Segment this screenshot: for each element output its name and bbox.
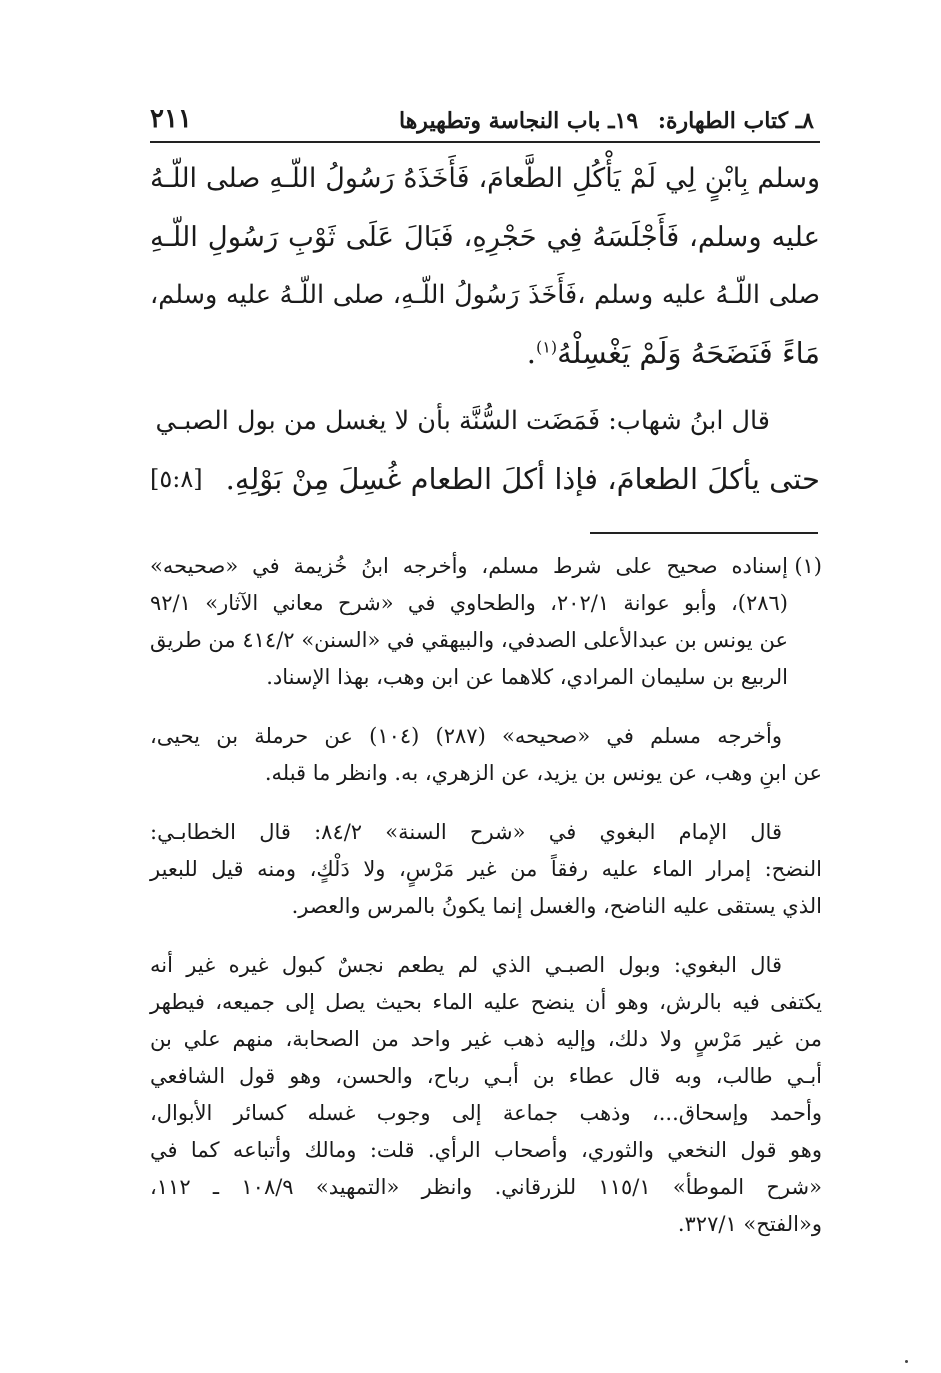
footnote-paragraph bbox=[150, 548, 822, 696]
chapter-title: ٨ـ كتاب الطهارة: ١٩ـ باب النجاسة وتطهيرها bbox=[399, 108, 814, 134]
footnote-line: الربيع بن سليمان المرادي، كلاهما عن ابن وهب، بهذا الإسناد. bbox=[266, 665, 788, 689]
footnote-number: (١) bbox=[794, 554, 822, 578]
footnote-line: يكتفى فيه بالرش، وهو أن ينضح عليه الماء بحيث يصل إلى جميعه، فيطهر bbox=[150, 990, 822, 1014]
footnote-line: عن ابنِ وهب، عن يونس بن يزيد، عن الزهري، به. وانظر ما قبله. bbox=[264, 761, 822, 785]
footnote-line: وهو قول النخعي والثوري، وأصحاب الرأي. قلت: ومالك وأتباعه كما في bbox=[150, 1138, 822, 1162]
running-head bbox=[150, 90, 814, 134]
scan-speck bbox=[905, 1360, 908, 1363]
footnote-line: قال البغوي: وبول الصبـي الذي لم يطعم نجسٌ كبول غيره غير أنه bbox=[150, 953, 782, 977]
hadith-line: مَاءً فَنَضَحَهُ وَلَمْ يَغْسِلْهُ$^{(١)}$. bbox=[526, 336, 820, 370]
footnote-line: وأحمد وإسحاق...، وذهب جماعة إلى وجوب غسله كسائر الأبوال، bbox=[150, 1101, 822, 1125]
commentary-line: حتى يأكلَ الطعامَ، فإذا أكلَ الطعام غُسِلَ مِنْ بَوْلِهِ. [٥:٨] bbox=[150, 450, 820, 508]
page-number: ٢١١ bbox=[150, 104, 192, 134]
commentary-line: قال ابنُ شهاب: فَمَضَت السُّنَّة بأن لا يغسل من بول الصبـي bbox=[155, 406, 770, 436]
footnote-rule bbox=[590, 532, 818, 534]
hadith-line: وسلم بِابْنٍ لِي لَمْ يَأْكُلِ الطَّعامَ، فَأَخَذَهُ رَسُولُ اللّـهِ صلى اللّـهُ bbox=[150, 163, 820, 194]
footnote-line: (٢٨٦)، وأبو عوانة ٢٠٢/١، والطحاوي في «شرح معاني الآثار» ٩٢/١ bbox=[150, 591, 788, 615]
section-title: ١٩ـ باب النجاسة وتطهيرها bbox=[399, 108, 639, 134]
header-rule bbox=[150, 141, 820, 143]
footnote-paragraph bbox=[150, 947, 822, 1243]
footnote-paragraph bbox=[150, 718, 822, 792]
footnote-line: «شرح الموطأ» ١١٥/١ للزرقاني. وانظر «التمهيد» ١٠٨/٩ ـ ١١٢، bbox=[150, 1175, 822, 1199]
hadith-text bbox=[150, 150, 820, 382]
footnote-line: الذي يستقى عليه الناضح، والغسل إنما يكونُ بالمرس والعصر. bbox=[291, 894, 822, 918]
footnote-paragraph bbox=[150, 814, 822, 925]
footnote-line: من غير مَرْسٍ ولا دلك، وإليه ذهب غير واحد من الصحابة، منهم علي بن bbox=[150, 1027, 822, 1051]
hadith-line: صلى اللّـهُ عليه وسلم ،فَأَخَذَ رَسُولُ اللّـهِ، صلى اللّـهُ عليه وسلم، bbox=[150, 280, 820, 310]
footnote-line: (١)إسناده صحيح على شرط مسلم، وأخرجه ابنُ خُزيمة في «صحيحه» bbox=[150, 548, 822, 585]
footnote-line: وأخرجه مسلم في «صحيحه» (٢٨٧) (١٠٤) عن حرملة بن يحيى، bbox=[150, 724, 782, 748]
ibn-shihab-commentary bbox=[150, 392, 820, 508]
footnote-line: قال الإمام البغوي في «شرح السنة» ٨٤/٢: قال الخطابـي: bbox=[150, 820, 782, 844]
footnote-marker: (١) bbox=[535, 337, 558, 357]
footnote-line: عن يونس بن عبدالأعلى الصدفي، والبيهقي في «السنن» ٤١٤/٢ من طريق bbox=[150, 628, 788, 652]
hadith-reference: [٥:٨] bbox=[150, 465, 203, 493]
footnote-line: أبـي طالب، وبه قال عطاء بن أبـي رباح، والحسن، وهو قول الشافعي bbox=[150, 1064, 822, 1088]
footnotes bbox=[150, 548, 822, 1265]
footnote-line: و«الفتح» ٣٢٧/١. bbox=[677, 1212, 822, 1236]
hadith-line: عليه وسلم، فَأَجْلَسَهُ فِي حَجْرِهِ، فَبَالَ عَلَى ثَوْبِ رَسُولِ اللّـهِ bbox=[150, 221, 820, 253]
footnote-line: النضح: إمرار الماء عليه رفقاً من غير مَرْسٍ، ولا دَلْكٍ، ومنه قيل للبعير bbox=[150, 857, 822, 881]
